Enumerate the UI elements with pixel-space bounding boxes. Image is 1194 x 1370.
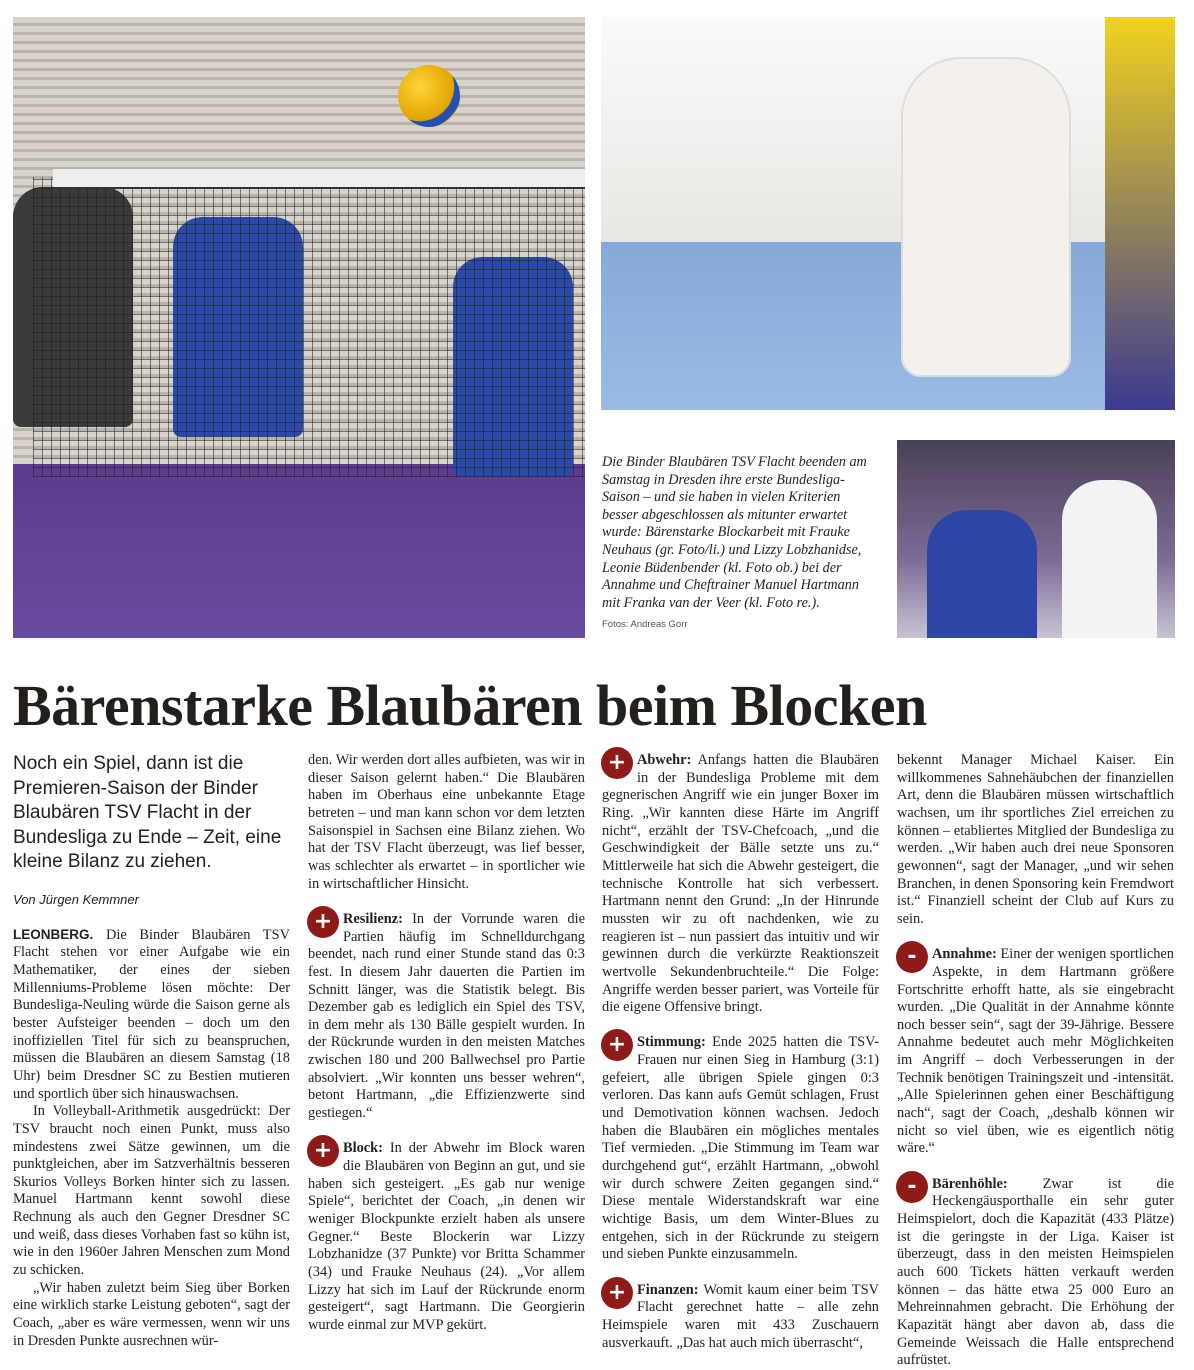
section-label: Finanzen:	[637, 1281, 699, 1298]
section-abwehr	[602, 752, 879, 1017]
sponsor-banner	[601, 17, 1175, 242]
section-block	[308, 1140, 585, 1334]
section-text: Einer der wenigen sportlichen Aspekte, in dem Hartmann größere Fortschritte erhofft hatte, als sie eingebracht wurden. „Die Qualität in der Annahme könnte noch besser sein“, sagt der 39-Jährige. Bessere Annahme bedeutet auch mehr Möglichkeiten im Angriff – doch Verbesserungen in der Technik benötigen Trainingszeit und -intensität. „Alle Spielerinnen gehen einer Beschäftigung nach“, sagt der Coach, „deshalb können wir nicht so viel üben, wie es eigentlich nötig wäre.“	[897, 946, 1174, 1157]
section-label: Abwehr:	[637, 752, 692, 768]
caption-text: Die Binder Blaubären TSV Flacht beenden am Samstag in Dresden ihre erste Bundesliga-Saison – und sie haben in vielen Kriterien besser abgeschlossen als mitunter erwartet wurde: Bärenstarke Blockarbeit mit Frauke Neuhaus (gr. Foto/li.) und Lizzy Lobzhanidse, Leonie Büdenbender (kl. Foto ob.) bei der Annahme und Cheftrainer Manuel Hartmann mit Franka van der Veer (kl. Foto re.).	[602, 454, 867, 611]
photo-figure	[927, 510, 1037, 638]
section-label: Stimmung:	[637, 1034, 706, 1051]
dateline: LEONBERG.	[13, 926, 94, 942]
article-column-1	[13, 752, 290, 1350]
plus-icon: +	[601, 1029, 633, 1061]
section-finanzen	[602, 1279, 879, 1353]
photo-main-block	[13, 17, 585, 638]
minus-icon: -	[896, 941, 928, 973]
section-resilienz	[308, 908, 585, 1123]
section-text: Ende 2025 hatten die TSV-Frauen nur einen Sieg in Hamburg (3:1) gefeiert, alle übrigen Spiele gingen 0:3 verloren. Das kann aufs Gemüt schlagen, Frust und Demotivation können wachsen. Jedoch haben die Blaubären ein mögliches mentales Tief vermieden. „Die Stimmung im Team war durchgehend gut“, erzählt Hartmann, „obwohl wir durch schwere Zeiten gegangen sind.“ Diese mentale Widerstandskraft war eine wichtige Basis, um dem Winter-Blues zu entgehen, sich in der Rückrunde zu steigern und sieben Punkte einzusammeln.	[602, 1034, 879, 1263]
section-text: In der Abwehr im Block waren die Blaubären von Beginn an gut, und sie haben sich gesteigert. „Es gab nur wenige Spiele“, berichtet der Coach, „in denen wir weniger Blockpunkte erzielt haben als unsere Gegner.“ Beste Blockerin war Lizzy Lobzhanidze (37 Punkte) vor Britta Schammer (34) und Frauke Neuhaus (24). „Vor allem Lizzy hat sich im Lauf der Rückrunde enorm gesteigert“, sagt Hartmann. Die Georgierin wurde einmal zur MVP gekürt.	[308, 1140, 585, 1333]
minus-icon: -	[896, 1171, 928, 1203]
article-column-3	[602, 752, 879, 1352]
section-label: Bärenhöhle:	[932, 1175, 1008, 1192]
lead-text: Noch ein Spiel, dann ist die Premieren-Saison der Binder Blaubären TSV Flacht in der Bundesliga zu Ende – Zeit, eine kleine Bilanz zu ziehen.	[13, 753, 282, 873]
photo-figure	[1062, 480, 1157, 638]
paragraph: bekennt Manager Michael Kaiser. Ein willkommenes Sahnehäubchen der finanziellen Art, denn die Blaubären müssen wirtschaftlich wachsen, um ihr sportliches Ziel erreichen zu können – etabliertes Mitglied der Bundesliga zu werden. „Wir haben auch drei neue Sponsoren gewonnen“, sagt der Manager, „und wir sehen Branchen, in denen Sponsoring kein Fremdwort ist.“ Finanziell scheint der Club auf Kurs zu sein.	[897, 752, 1174, 927]
paragraph: „Wir haben zuletzt beim Sieg über Borken eine wirklich starke Leistung geboten“, sagt der Coach, „aber es wäre vermessen, wenn wir uns in Dresden Punkte ausrechnen wür-	[13, 1279, 290, 1349]
photo-reception	[601, 17, 1175, 410]
section-label: Resilienz:	[343, 910, 403, 927]
photo-coach	[897, 440, 1175, 638]
plus-icon: +	[601, 747, 633, 779]
section-stimmung	[602, 1034, 879, 1264]
volleyball-net	[33, 177, 585, 477]
section-text: Womit kaum einer beim TSV Flacht gerechnet hatte – alle zehn Heimspiele waren mit 433 Zuschauern ausverkauft. „Das hat auch mich überrascht“,	[602, 1281, 879, 1351]
paragraph: In Volleyball-Arithmetik ausgedrückt: Der TSV braucht noch einen Punkt, muss also mindestens zwei Sätze gewinnen, um die punktgleichen, aber im Satzverhältnis besseren Skurios Volleys Borken hinter sich zu lassen. Manuel Hartmann kennt sowohl diese Rechnung als auch den Gegner Dresdner SC und weiß, dass dieses Vorhaben fast so kühn ist, wie in den 1960er Jahren Menschen zum Mond zu schicken.	[13, 1103, 290, 1279]
section-text: Anfangs hatten die Blaubären in der Bundesliga Probleme mit dem gegnerischen Angriff wie ein junger Boxer im Ring. „Wir kannten diese Härte im Angriff nicht“, erzählt der TSV-Chefcoach, „und die Geschwindigkeit der Bälle setzte uns zu.“ Mittlerweile hat sich die Abwehr gesteigert, die technische Kontrolle hat sich verbessert. Hartmann nennt den Grund: „In der Hinrunde mussten wir zu oft nachdenken, wie zu reagieren ist – nun passiert das intuitiv und wir gewinnen durch die verkürzte Reaktionszeit wertvolle Sekundenbruchteile.“ Die Folge: Angriffe werden besser pariert, was Vorteile für die eigene Offensive bringt.	[602, 752, 879, 1016]
plus-icon: +	[601, 1277, 633, 1309]
section-baerenhoehle	[897, 1173, 1174, 1370]
section-text: Zwar ist die Heckengäusporthalle ein sehr guter Heimspielort, doch die Kapazität (433 Plätze) ist die geringste in der Liga. Kaiser ist überzeugt, dass in den meisten Heimspielen auch 600 Tickets hätten verkauft werden können – das hätte etwa 25 000 Euro an Mehreinnahmen gebracht. Die Erhöhung der Kapazität hängt aber davon ab, dass die Gemeinde Weissach die Halle entsprechend aufrüstet.	[897, 1175, 1174, 1369]
byline: Von Jürgen Kemmner	[13, 891, 139, 907]
photo-figure	[1105, 17, 1175, 410]
section-label: Block:	[343, 1140, 383, 1157]
paragraph: den. Wir werden dort alles aufbieten, was wir in dieser Saison gelernt haben.“ Die Blaubären haben im Oberhaus eine unbekannte Etage betreten – und man kann schon vor dem letzten Saisonspiel in Sachsen eine Bilanz ziehen. Wo hat der TSV Flacht überzeugt, was lief besser, was schlechter als erwartet – in sportlicher wie in wirtschaftlicher Hinsicht.	[308, 752, 585, 892]
paragraph-text: Die Binder Blaubären TSV Flacht stehen vor einer Aufgabe wie ein Mathematiker, der eines der sieben Millenniums-Probleme lösen möchte: Der Bundesliga-Neuling würde die Saison gerne als bester Aufsteiger beenden – doch um den inoffiziellen Titel für sich zu beanspruchen, müssen die Blaubären an diesem Samstag (18 Uhr) beim Dresdner SC zu Bestien mutieren und sportlich über sich hinauswachsen.	[13, 926, 290, 1102]
plus-icon: +	[307, 1135, 339, 1167]
paragraph	[13, 926, 290, 1104]
volleyball	[398, 65, 460, 127]
plus-icon: +	[307, 906, 339, 938]
photo-credit: Fotos: Andreas Gorr	[602, 619, 688, 631]
section-text: In der Vorrunde waren die Partien häufig im Schnelldurchgang beendet, nach rund einer Stunde stand das 0:3 fest. In diesem Jahr dauerten die Partien im Schnitt länger, was die Statistik belegt. Bis Dezember gab es lediglich ein Spiel des TSV, in dem mehr als 130 Bälle gespielt wurden. In der Rückrunde wurden in den meisten Matches zwischen 180 und 200 Ballwechsel pro Partie absolviert. „Wir konnten uns besser wehren“, betont Hartmann, „die Effizienzwerte sind gestiegen.“	[308, 910, 585, 1122]
section-annahme	[897, 946, 1174, 1158]
net-tape	[53, 169, 585, 189]
section-label: Annahme:	[932, 946, 997, 963]
article-column-4	[897, 752, 1174, 1370]
headline: Bärenstarke Blaubären beim Blocken	[13, 673, 927, 738]
photo-caption	[602, 454, 880, 634]
article-column-2	[308, 752, 585, 1335]
photo-figure	[901, 57, 1071, 377]
